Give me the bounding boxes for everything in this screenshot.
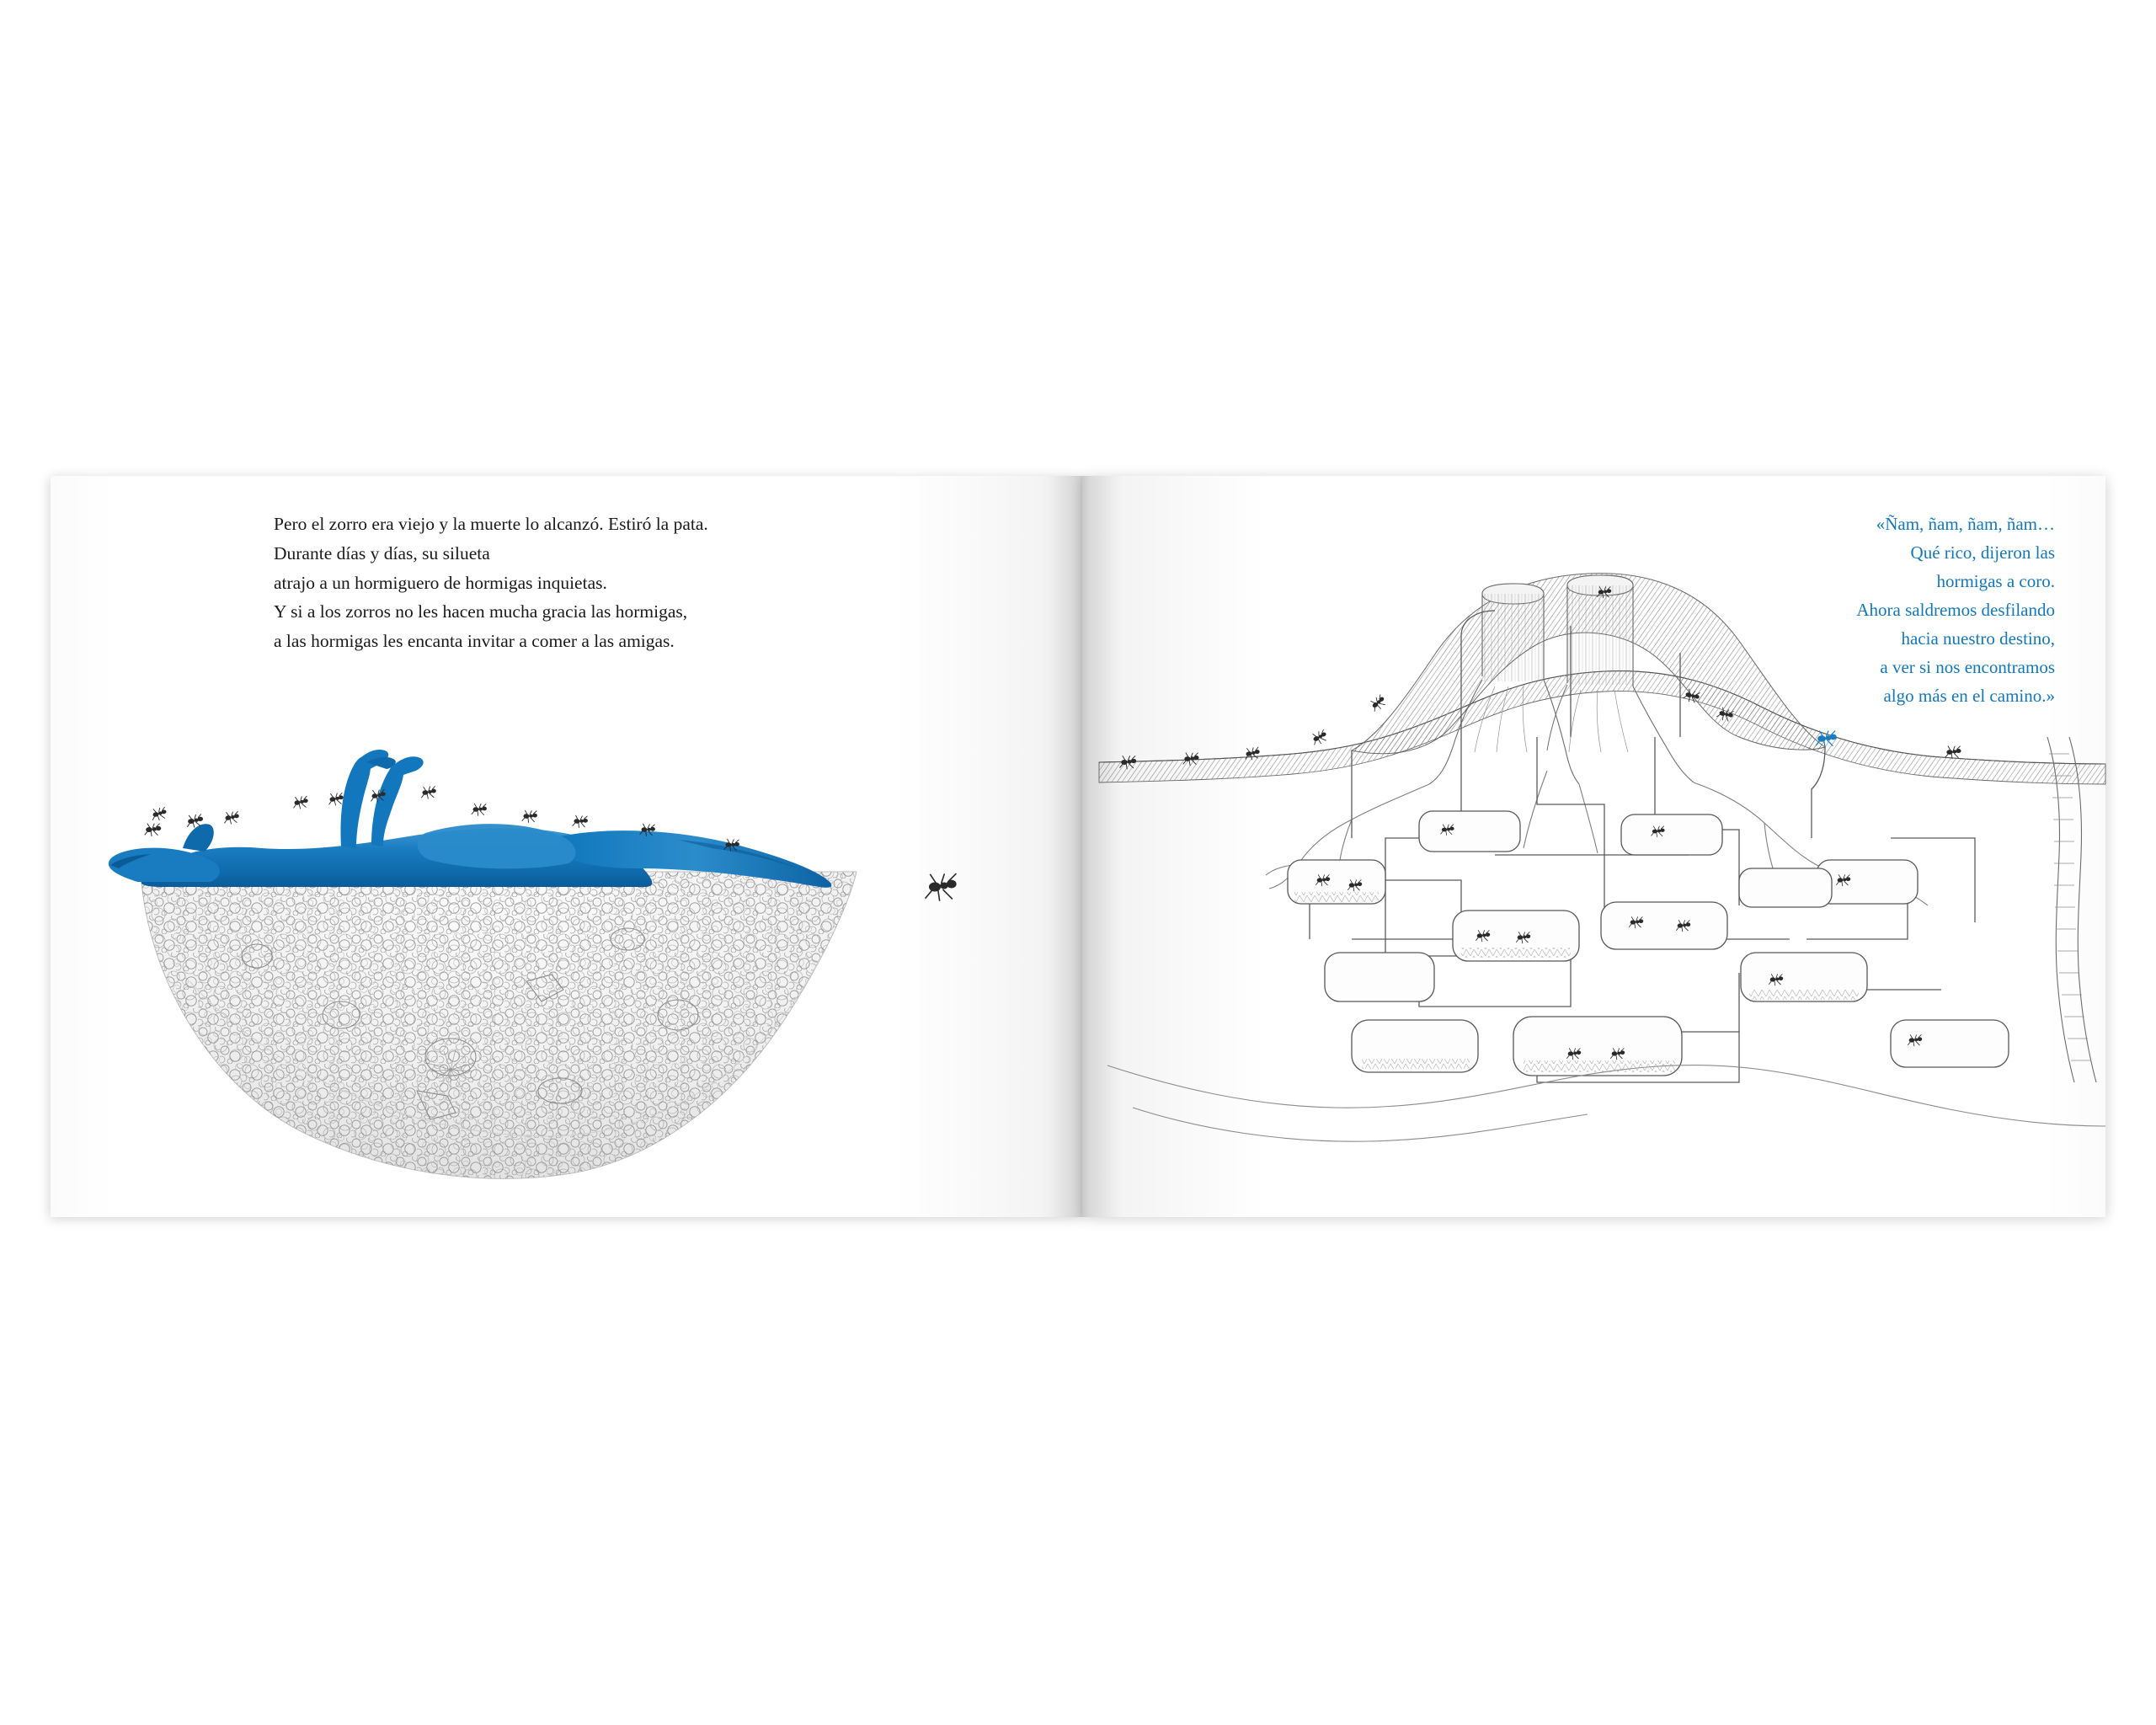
right-text-line-7: algo más en el camino.»	[1883, 686, 2055, 707]
left-text-line-4: Y si a los zorros no les hacen mucha gracia las hormigas,	[274, 601, 688, 622]
right-text-line-4: Ahora saldremos desfilando	[1856, 600, 2055, 621]
ant-nest-cross-section-illustration	[1099, 484, 2105, 1217]
right-text-line-2: Qué rico, dijeron las	[1910, 542, 2055, 563]
soil-crust	[1099, 671, 2105, 784]
open-book	[51, 476, 2105, 1217]
right-text-line-1: «Ñam, ñam, ñam, ñam…	[1876, 514, 2055, 534]
right-edge-burrow-column	[2047, 737, 2096, 1082]
deep-soil-lines	[1107, 1065, 2105, 1142]
left-text-line-1: Pero el zorro era viejo y la muerte lo alcanzó. Estiró la pata.	[274, 514, 708, 534]
right-text-line-6: a ver si nos encontramos	[1880, 657, 2055, 678]
left-text-line-5: a las hormigas les encanta invitar a comer a las amigas.	[274, 631, 675, 652]
anthill-mound	[141, 872, 857, 1178]
right-page	[1082, 476, 2105, 1217]
dead-blue-fox-on-anthill-illustration	[88, 619, 1032, 1209]
nest-chambers	[1288, 811, 2009, 1076]
left-page	[51, 476, 1082, 1217]
right-text-line-3: hormigas a coro.	[1936, 571, 2055, 592]
left-text-line-2: Durante días y días, su silueta	[274, 542, 490, 563]
left-text-line-3: atrajo a un hormiguero de hormigas inquietas.	[274, 572, 607, 593]
right-text-line-5: hacia nuestro destino,	[1901, 628, 2055, 649]
dead-fox	[109, 750, 832, 888]
